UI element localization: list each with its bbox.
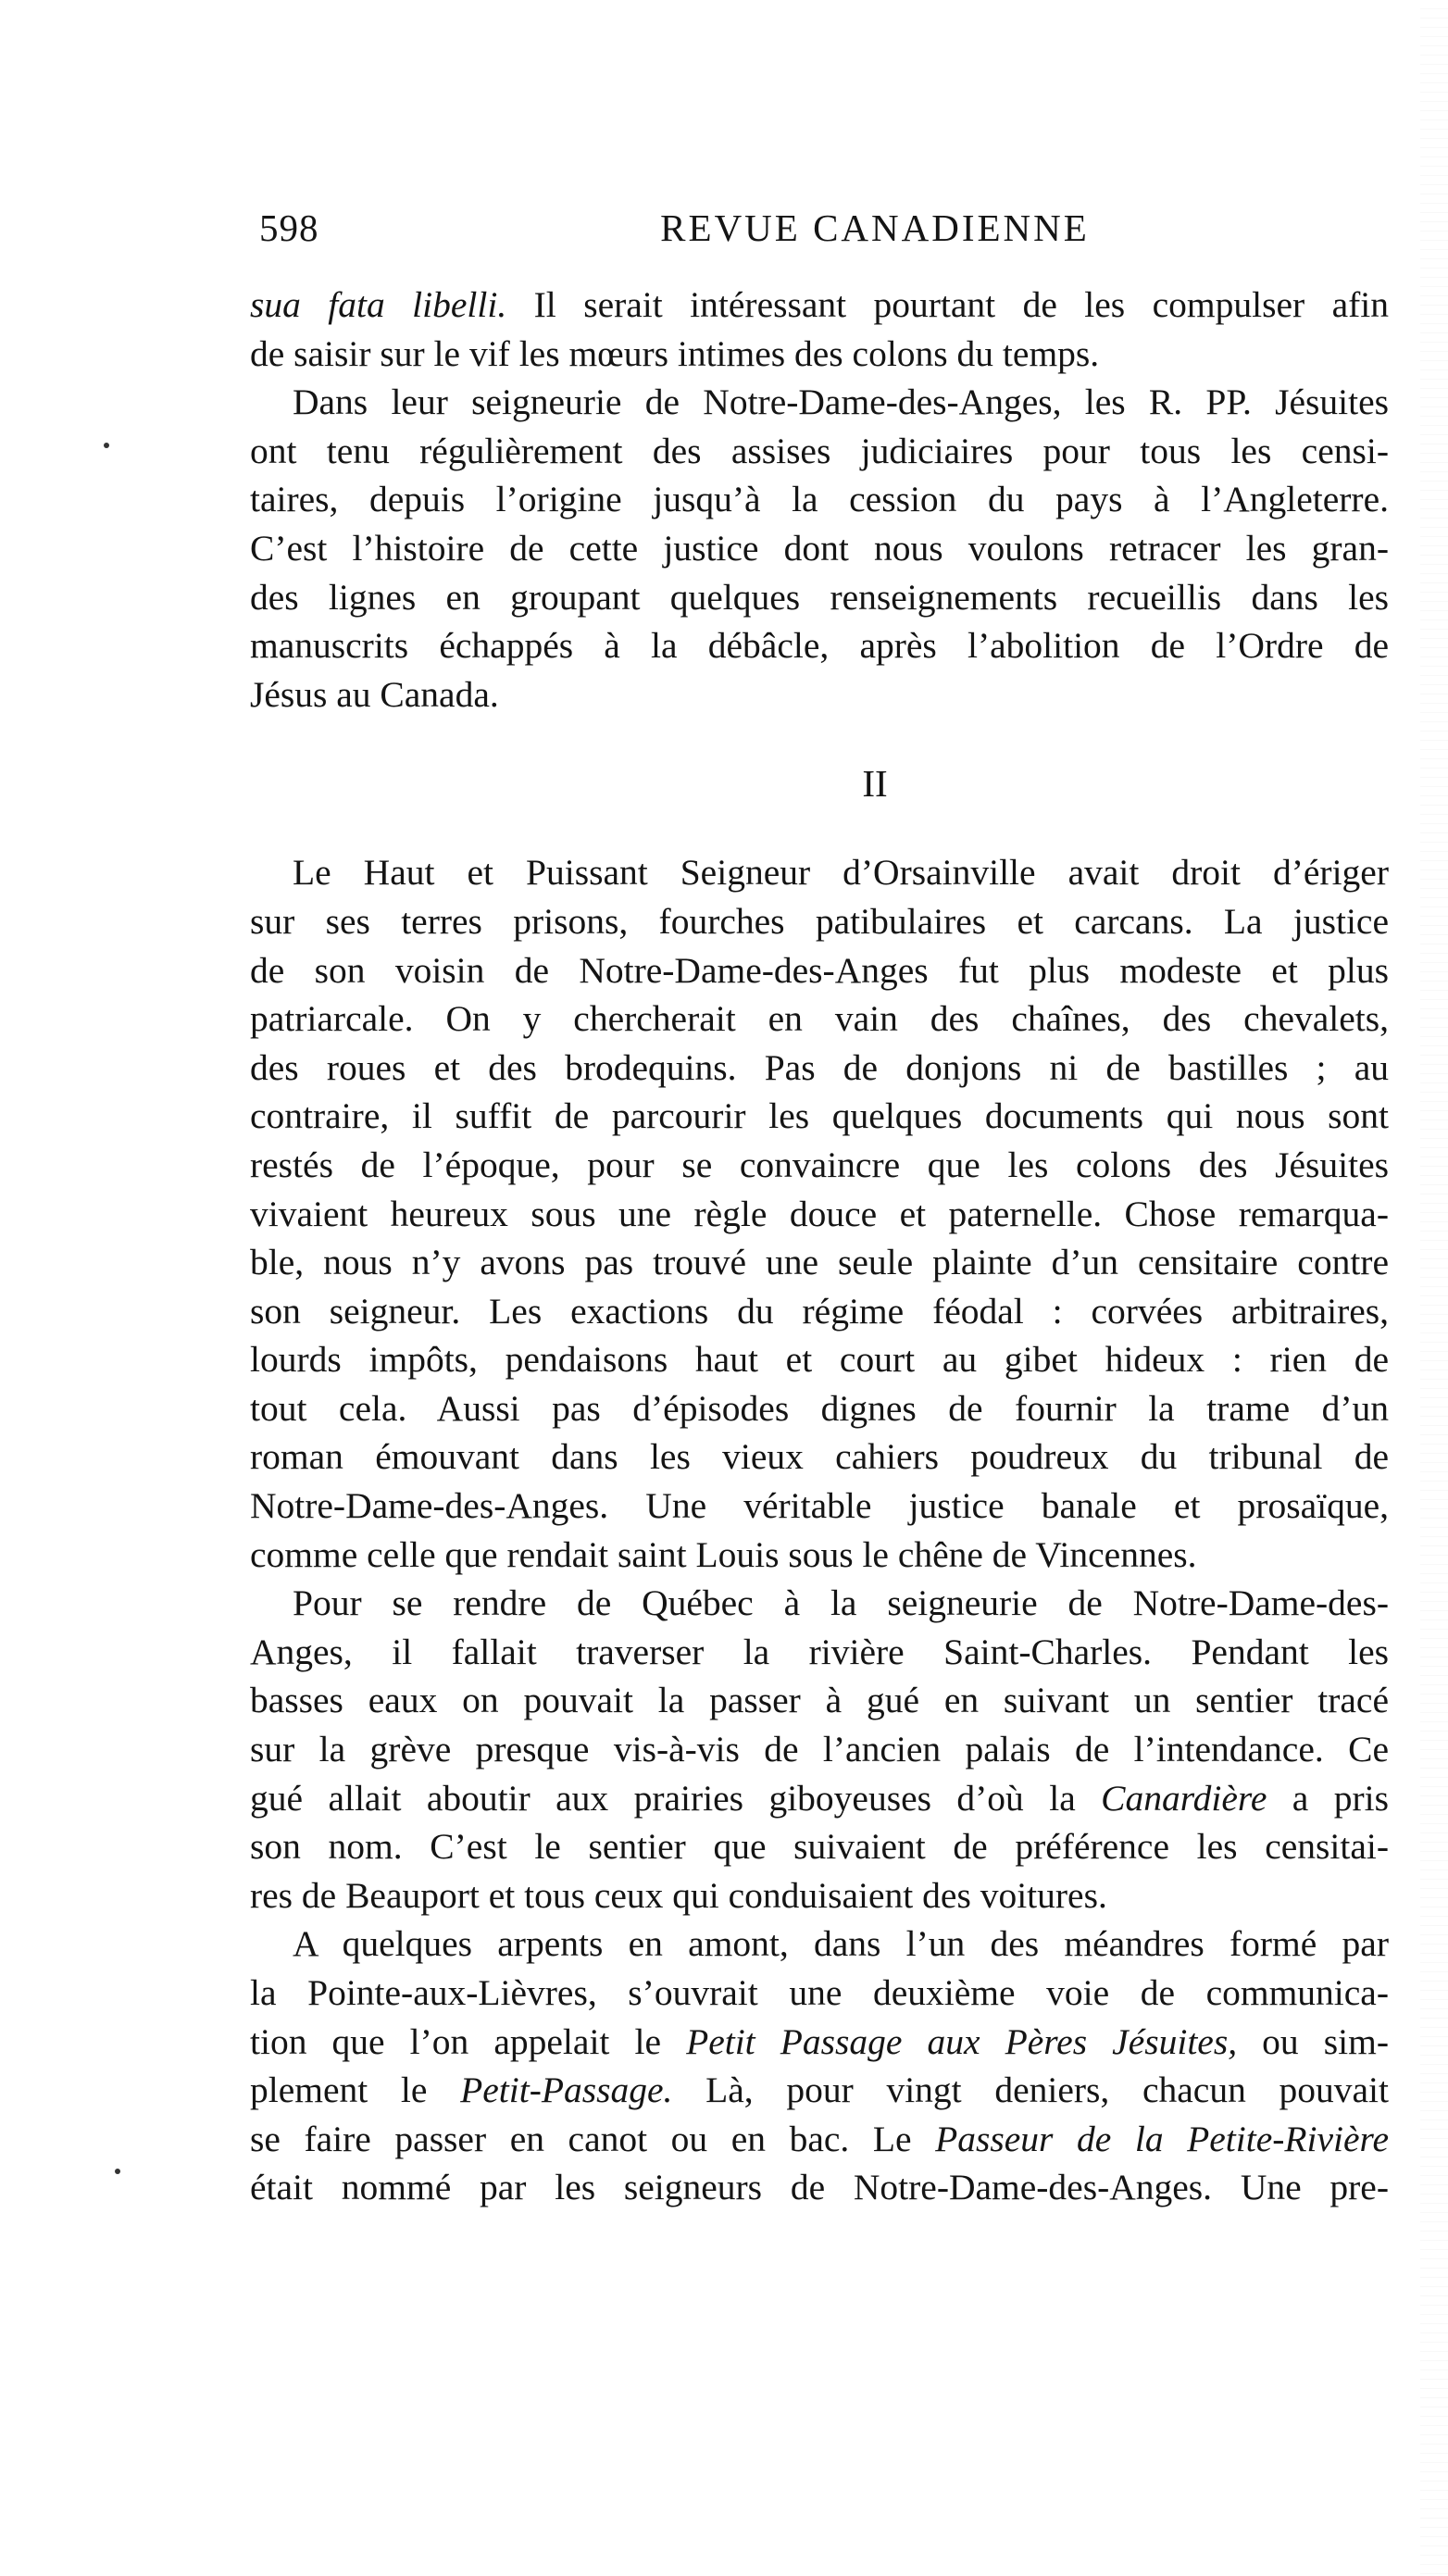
text-run: ou sim-: [1237, 2020, 1389, 2062]
text-line: des lignes en groupant quelques renseignements recueillis dans les: [250, 576, 1389, 618]
text-line: son nom. C’est le sentier que suivaient de préférence les censitai-: [250, 1826, 1389, 1868]
text-run: Là, pour vingt deniers, chacun pouvait: [672, 2070, 1389, 2111]
text-line: C’est l’histoire de cette justice dont nous voulons retracer les gran-: [250, 527, 1389, 569]
text-line: ont tenu régulièrement des assises judiciaires pour tous les censi-: [250, 430, 1389, 471]
text-line: sur ses terres prisons, fourches patibulaires et carcans. La justice: [250, 900, 1389, 942]
text-run: gué allait aboutir aux prairies giboyeuses d’où la: [250, 1777, 1102, 1819]
text-line: comme celle que rendait saint Louis sous le chêne de Vincennes.: [250, 1533, 1197, 1575]
italic-phrase: Petit-Passage.: [460, 2070, 673, 2111]
text-run: Il serait intéressant pourtant de les compulser afin: [506, 284, 1389, 325]
scan-speck: [115, 2169, 120, 2174]
text-line: patriarcale. On y chercherait en vain des chaînes, des chevalets,: [250, 998, 1389, 1040]
text-line: Le Haut et Puissant Seigneur d’Orsainville avait droit d’ériger: [293, 852, 1389, 894]
text-line: sur la grève presque vis-à-vis de l’ancien palais de l’intendance. Ce: [250, 1729, 1389, 1770]
section-heading: II: [862, 762, 888, 806]
text-line: Pour se rendre de Québec à la seigneurie de Notre-Dame-des-: [293, 1582, 1389, 1624]
page-number: 598: [259, 206, 319, 249]
text-line: restés de l’époque, pour se convaincre que les colons des Jésuites: [250, 1144, 1389, 1185]
running-head: REVUE CANADIENNE: [660, 206, 1090, 249]
scan-edge-shadow: [1420, 0, 1448, 2576]
text-line: taires, depuis l’origine jusqu’à la cession du pays à l’Angleterre.: [250, 479, 1389, 520]
text-line: Anges, il fallait traverser la rivière Saint-Charles. Pendant les: [250, 1631, 1389, 1672]
text-line: [250, 2018, 1389, 2067]
body-text: [250, 281, 1389, 2212]
italic-phrase: Canardière: [1101, 1777, 1267, 1819]
text-run: a pris: [1267, 1777, 1389, 1819]
text-line: de son voisin de Notre-Dame-des-Anges fut plus modeste et plus: [250, 949, 1389, 991]
page-header: [259, 206, 1379, 261]
text-line: son seigneur. Les exactions du régime féodal : corvées arbitraires,: [250, 1290, 1389, 1332]
text-line: de saisir sur le vif les mœurs intimes des colons du temps.: [250, 332, 1100, 374]
text-line: ble, nous n’y avons pas trouvé une seule plainte d’un censitaire contre: [250, 1242, 1389, 1283]
text-line: [250, 1774, 1389, 1823]
italic-phrase: sua fata libelli.: [250, 284, 507, 325]
text-run: se faire passer en canot ou en bac. Le: [250, 2118, 936, 2159]
text-run: plement le: [250, 2070, 461, 2111]
text-line: basses eaux on pouvait la passer à gué en suivant un sentier tracé: [250, 1680, 1389, 1721]
text-run: tion que l’on appelait le: [250, 2020, 687, 2062]
text-line: Notre-Dame-des-Anges. Une véritable justice banale et prosaïque,: [250, 1485, 1389, 1527]
text-line: [250, 281, 1389, 330]
text-line: vivaient heureux sous une règle douce et paternelle. Chose remarqua-: [250, 1193, 1389, 1234]
text-line: tout cela. Aussi pas d’épisodes dignes de fournir la trame d’un: [250, 1387, 1389, 1429]
italic-phrase: Passeur de la Petite-Rivière: [935, 2118, 1389, 2159]
italic-phrase: Petit Passage aux Pères Jésuites,: [686, 2020, 1238, 2062]
text-line: la Pointe-aux-Lièvres, s’ouvrait une deuxième voie de communica-: [250, 1972, 1389, 2013]
text-line: A quelques arpents en amont, dans l’un des méandres formé par: [293, 1923, 1389, 1965]
text-line: Jésus au Canada.: [250, 673, 499, 715]
text-line: manuscrits échappés à la débâcle, après l’abolition de l’Ordre de: [250, 625, 1389, 667]
text-line: roman émouvant dans les vieux cahiers poudreux du tribunal de: [250, 1436, 1389, 1478]
text-line: res de Beauport et tous ceux qui conduisaient des voitures.: [250, 1874, 1107, 1916]
text-line: Dans leur seigneurie de Notre-Dame-des-Anges, les R. PP. Jésuites: [293, 381, 1389, 423]
scan-speck: [104, 443, 109, 448]
text-line: était nommé par les seigneurs de Notre-Dame-des-Anges. Une pre-: [250, 2167, 1389, 2208]
text-line: contraire, il suffit de parcourir les quelques documents qui nous sont: [250, 1095, 1389, 1137]
text-line: [250, 2066, 1389, 2115]
text-line: des roues et des brodequins. Pas de donjons ni de bastilles ; au: [250, 1046, 1389, 1088]
text-line: lourds impôts, pendaisons haut et court au gibet hideux : rien de: [250, 1339, 1389, 1381]
text-line: [250, 2115, 1389, 2164]
